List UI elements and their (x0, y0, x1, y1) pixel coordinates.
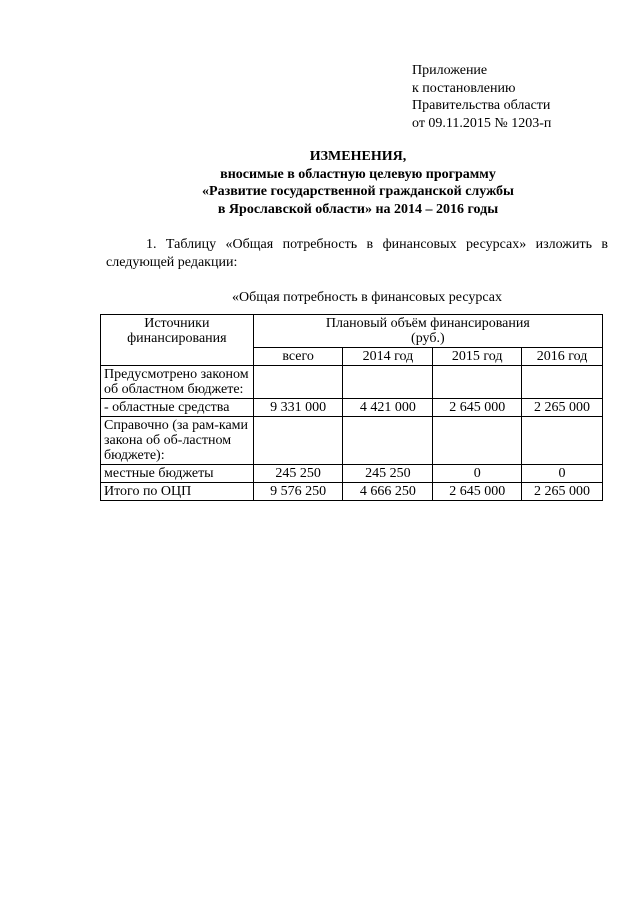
cell-value (433, 417, 522, 465)
header-source: Источники финансирования (101, 315, 254, 366)
cell-value: 2 645 000 (433, 483, 522, 501)
table-row (101, 465, 603, 483)
table-row (101, 399, 603, 417)
heading-line-3: «Развитие государственной гражданской службы (202, 184, 514, 199)
body-paragraph: 1. Таблицу «Общая потребность в финансовых ресурсах» изложить в следующей редакции: (106, 237, 608, 270)
annex-line-1: Приложение (412, 63, 488, 78)
table-row (101, 483, 603, 501)
cell-value (433, 366, 522, 399)
annex-block (412, 62, 551, 132)
column-header: всего (253, 348, 343, 366)
cell-value: 245 250 (343, 465, 433, 483)
column-header: 2016 год (522, 348, 603, 366)
document-title: ИЗМЕНЕНИЯ, (309, 149, 407, 164)
cell-value: 245 250 (253, 465, 343, 483)
cell-value: 2 265 000 (522, 399, 603, 417)
cell-value (522, 417, 603, 465)
heading-line-4: в Ярославской области» на 2014 – 2016 годы (217, 201, 499, 217)
cell-value: 4 421 000 (343, 399, 433, 417)
table-header-row (101, 315, 603, 348)
cell-value (253, 366, 343, 399)
row-label: Предусмотрено законом об областном бюджете: (101, 366, 254, 399)
column-header: 2014 год (343, 348, 433, 366)
cell-value: 2 265 000 (522, 483, 603, 501)
table-row (101, 417, 603, 465)
header-plan-unit: (руб.) (411, 331, 445, 346)
row-label: местные бюджеты (101, 465, 254, 483)
cell-value: 0 (522, 465, 603, 483)
cell-value: 4 666 250 (343, 483, 433, 501)
financing-table (100, 314, 603, 501)
cell-value: 2 645 000 (433, 399, 522, 417)
table-caption: «Общая потребность в финансовых ресурсах (232, 290, 502, 305)
row-label: Справочно (за рам-ками закона об об-ластном бюджете): (101, 417, 254, 465)
annex-line-4: от 09.11.2015 № 1203-п (412, 115, 552, 131)
header-plan-title: Плановый объём финансирования (325, 316, 530, 331)
annex-line-3: Правительства области (412, 98, 551, 113)
cell-value: 0 (433, 465, 522, 483)
column-header: 2015 год (433, 348, 522, 366)
cell-value: 9 576 250 (253, 483, 343, 501)
table-row (101, 366, 603, 399)
document-heading (0, 148, 640, 218)
cell-value (522, 366, 603, 399)
row-label: Итого по ОЦП (101, 483, 254, 501)
cell-value (343, 366, 433, 399)
header-plan (253, 315, 602, 348)
heading-line-2: вносимые в областную целевую программу (220, 166, 496, 182)
row-label: - областные средства (101, 399, 254, 417)
cell-value (343, 417, 433, 465)
annex-line-2: к постановлению (412, 80, 516, 96)
cell-value: 9 331 000 (253, 399, 343, 417)
cell-value (253, 417, 343, 465)
